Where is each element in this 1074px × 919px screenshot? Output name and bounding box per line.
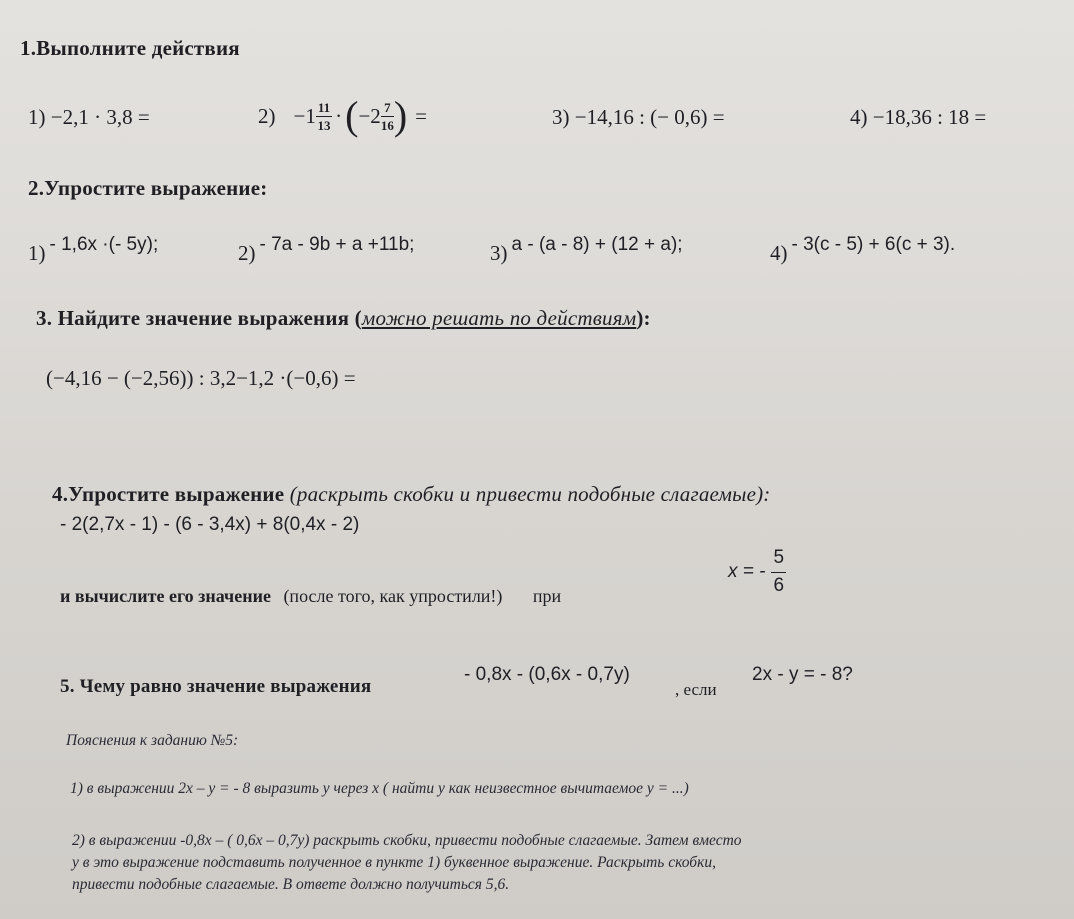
task1-frac1-num: 11 bbox=[317, 99, 331, 115]
task5-note-2-line-2: y в это выражение подставить полученное в пункте 1) буквенное выражение. Раскрыть скобки, bbox=[72, 854, 716, 871]
task2-item-4-expr: - 3(c - 5) + 6(c + 3). bbox=[791, 234, 956, 255]
task1-item-2: 2) −1 $\frac{11}{13}$ · ( −2 $\frac{7}{16}$ ) = bbox=[258, 93, 427, 138]
task3-heading-end: ): bbox=[636, 306, 651, 330]
task5-heading: 5. Чему равно значение выражения bbox=[60, 676, 372, 697]
task4-x-num: 5 bbox=[771, 548, 786, 573]
task2-heading: 2.Упростите выражение: bbox=[28, 176, 268, 200]
task2-item-2-num: 2) bbox=[238, 241, 256, 265]
task2-item-3-num: 3) bbox=[490, 241, 508, 265]
task2-item-2 bbox=[238, 234, 414, 266]
task1-item-4: 4) −18,36 : 18 = bbox=[850, 105, 987, 129]
task4-heading bbox=[52, 482, 770, 507]
task2-item-4-num: 4) bbox=[770, 241, 788, 265]
task1-item-2-int2: −2 bbox=[358, 103, 381, 128]
task1-item-2-int: −1 bbox=[293, 103, 316, 128]
task4-x-den: 6 bbox=[773, 574, 785, 596]
task4-compute-rest: (после того, как упростили!) bbox=[283, 586, 503, 606]
task1-item-2-frac1 bbox=[316, 101, 332, 132]
task2-item-1-num: 1) bbox=[28, 241, 46, 265]
task1-item-1: 1) −2,1 · 3,8 = bbox=[28, 105, 150, 129]
task2-item-3 bbox=[490, 234, 683, 266]
task4-compute-line bbox=[60, 586, 561, 607]
task4-expression: - 2(2,7x - 1) - (6 - 3,4x) + 8(0,4x - 2) bbox=[60, 514, 360, 535]
task5-notes-title: Пояснения к заданию №5: bbox=[66, 732, 239, 749]
task1-item-2-eq: = bbox=[415, 103, 427, 128]
task2-item-1-expr: - 1,6x ·(- 5y); bbox=[49, 234, 159, 255]
task1-frac2-num: 7 bbox=[381, 101, 394, 117]
task4-x-label: x = - bbox=[728, 561, 766, 583]
task5-if-word: , если bbox=[675, 680, 717, 699]
task1-item-2-num: 2) bbox=[258, 103, 276, 128]
task4-compute-bold: и вычислите его значение bbox=[60, 586, 271, 606]
task4-hint: (раскрыть скобки и привести подобные слагаемые): bbox=[289, 482, 771, 506]
task4-heading-text: 4.Упростите выражение bbox=[52, 482, 285, 506]
task5-note-1: 1) в выражении 2x – y = - 8 выразить y через x ( найти y как неизвестное вычитаемое y = ...) bbox=[70, 780, 689, 797]
task3-heading-text: 3. Найдите значение выражения ( bbox=[36, 306, 362, 330]
task4-x-value bbox=[728, 548, 786, 597]
task2-item-2-expr: - 7a - 9b + a +11b; bbox=[259, 234, 415, 255]
task3-hint: можно решать по действиям bbox=[361, 306, 637, 330]
task1-heading: 1.Выполните действия bbox=[20, 36, 240, 60]
task1-frac1-den: 13 bbox=[317, 117, 331, 133]
task2-item-4 bbox=[770, 234, 955, 266]
task4-x-fraction bbox=[771, 548, 786, 597]
task1-item-2-dot: · bbox=[335, 103, 343, 128]
task1-item-3: 3) −14,16 : (− 0,6) = bbox=[552, 105, 725, 129]
task3-heading bbox=[36, 306, 651, 331]
task3-expression: (−4,16 − (−2,56)) : 3,2−1,2 ·(−0,6) = bbox=[46, 366, 356, 390]
task4-at: при bbox=[532, 586, 562, 606]
task1-item-2-frac2 bbox=[381, 101, 394, 132]
task5-expression: - 0,8x - (0,6x - 0,7y) bbox=[464, 664, 630, 685]
task2-item-3-expr: a - (a - 8) + (12 + a); bbox=[511, 234, 683, 255]
task5-condition: 2x - y = - 8? bbox=[752, 664, 853, 685]
task2-item-1 bbox=[28, 234, 158, 266]
task5-note-2-line-1: 2) в выражении -0,8x – ( 0,6x – 0,7y) раскрыть скобки, привести подобные слагаемые. Затем вместо bbox=[72, 832, 742, 849]
task1-frac2-den: 16 bbox=[380, 117, 394, 133]
task5-note-2-line-3: привести подобные слагаемые. В ответе должно получиться 5,6. bbox=[72, 876, 510, 893]
